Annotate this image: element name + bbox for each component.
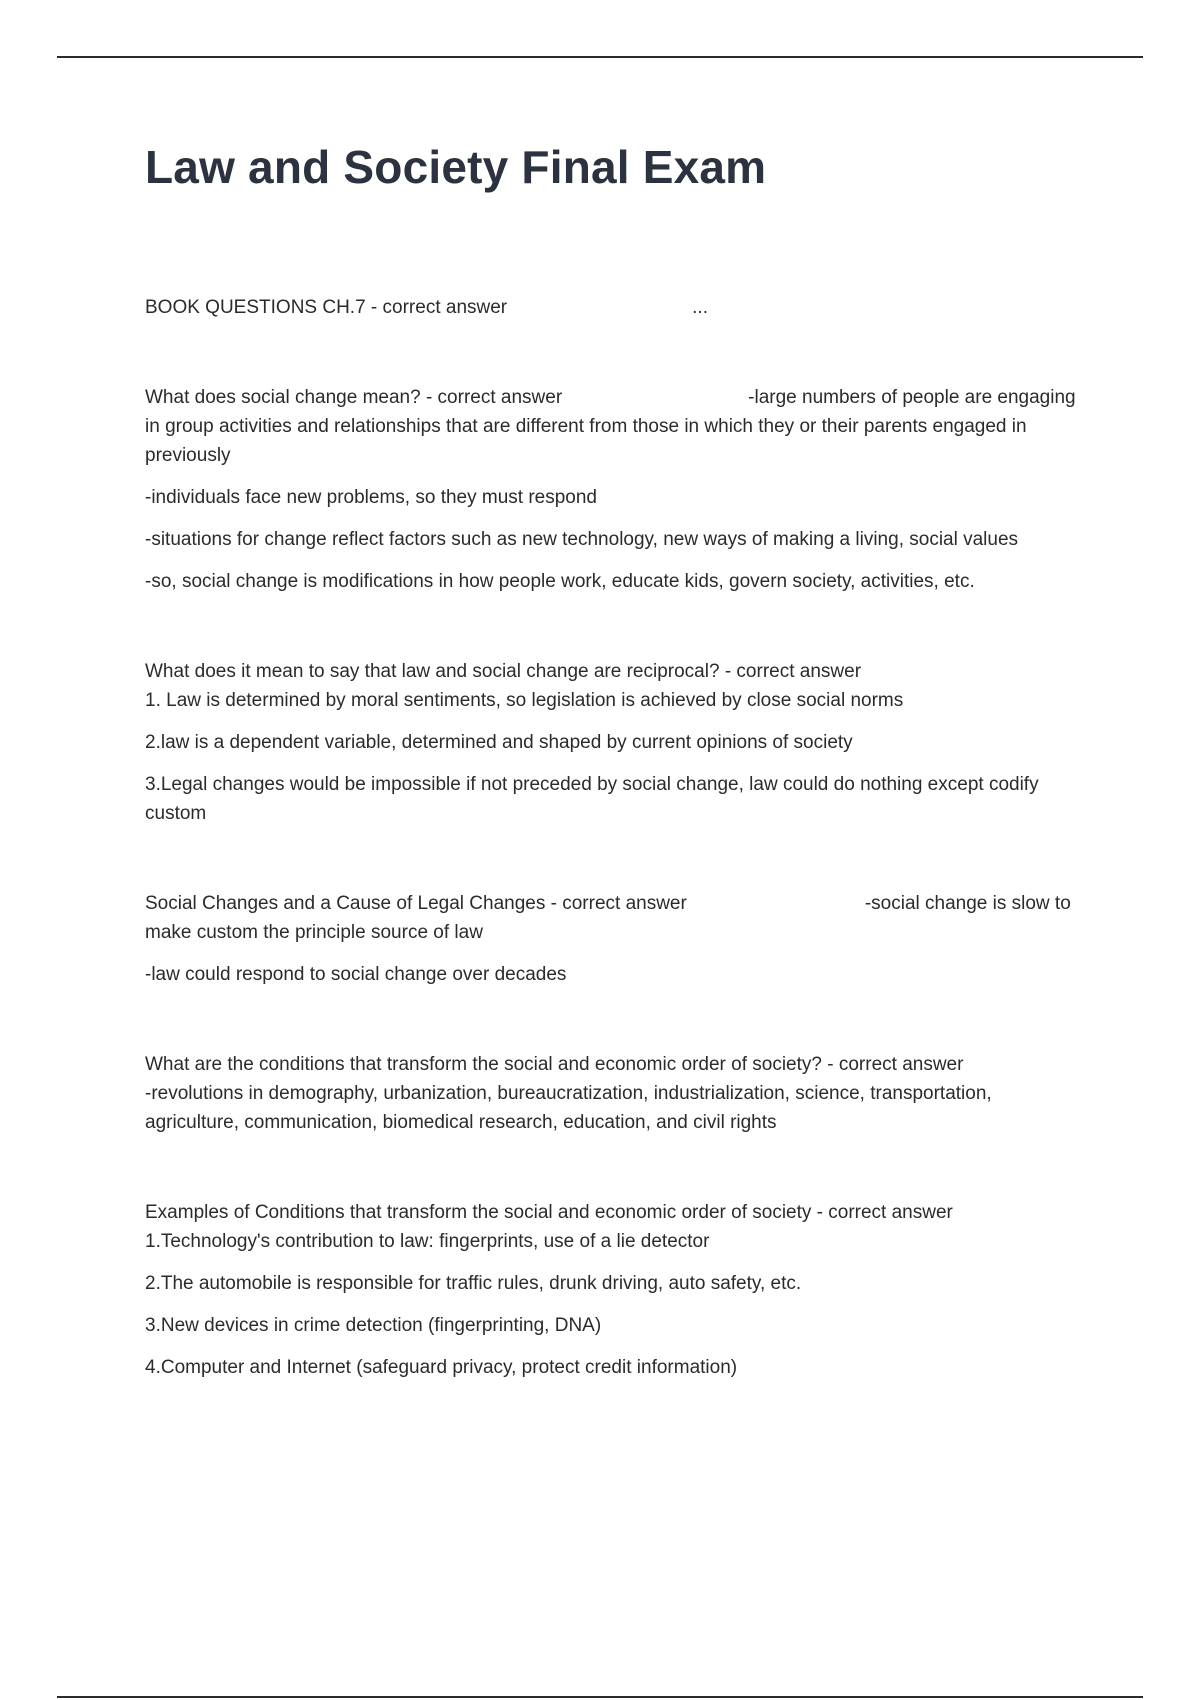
question-text: BOOK QUESTIONS CH.7 - correct answer (145, 297, 508, 318)
qa-item (145, 1198, 1090, 1382)
answer-paragraph: 3.Legal changes would be impossible if not preceded by social change, law could do nothing except codify custom (145, 774, 1039, 824)
question-text: Examples of Conditions that transform the social and economic order of society - correct answer (145, 1202, 953, 1223)
top-rule (57, 56, 1143, 58)
question-text: What does it mean to say that law and social change are reciprocal? - correct answer (145, 661, 862, 682)
qa-line (145, 889, 1090, 947)
answer-text: -revolutions in demography, urbanization, bureaucratization, industrialization, science, transportation, agriculture, communication, biomedical research, education, and civil rights (145, 1083, 992, 1133)
question-text: Social Changes and a Cause of Legal Changes - correct answer (145, 893, 687, 914)
answer-paragraph: 2.The automobile is responsible for traffic rules, drunk driving, auto safety, etc. (145, 1273, 802, 1294)
bottom-rule (57, 1696, 1143, 1698)
qa-list (145, 293, 1090, 1443)
answer-text: -social change is slow to make custom the principle source of law (145, 893, 1071, 943)
qa-item (145, 657, 1090, 828)
answer-paragraph: 4.Computer and Internet (safeguard privacy, protect credit information) (145, 1357, 738, 1378)
qa-item (145, 1050, 1090, 1137)
answer-paragraph: -individuals face new problems, so they must respond (145, 487, 598, 508)
answer-paragraph: -so, social change is modifications in how people work, educate kids, govern society, activities, etc. (145, 571, 975, 592)
answer-paragraph: 2.law is a dependent variable, determined and shaped by current opinions of society (145, 732, 853, 753)
answer-paragraph: -situations for change reflect factors such as new technology, new ways of making a living, social values (145, 529, 1019, 550)
question-text: What are the conditions that transform the social and economic order of society? - correct answer (145, 1054, 964, 1075)
document-title: Law and Society Final Exam (145, 141, 767, 193)
answer-paragraph: 3.New devices in crime detection (fingerprinting, DNA) (145, 1315, 602, 1336)
question-text: What does social change mean? - correct answer (145, 387, 563, 408)
qa-item (145, 383, 1090, 596)
answer-text: 1. Law is determined by moral sentiments, so legislation is achieved by close social norms (145, 690, 904, 711)
qa-line (145, 293, 1090, 322)
qa-item (145, 293, 1090, 322)
answer-text: -large numbers of people are engaging in group activities and relationships that are different from those in which they or their parents engaged in previously (145, 387, 1076, 466)
qa-item (145, 889, 1090, 989)
answer-text: 1.Technology's contribution to law: fingerprints, use of a lie detector (145, 1231, 710, 1252)
qa-line (145, 383, 1090, 470)
answer-text: ... (692, 297, 708, 318)
answer-paragraph: -law could respond to social change over decades (145, 964, 567, 985)
